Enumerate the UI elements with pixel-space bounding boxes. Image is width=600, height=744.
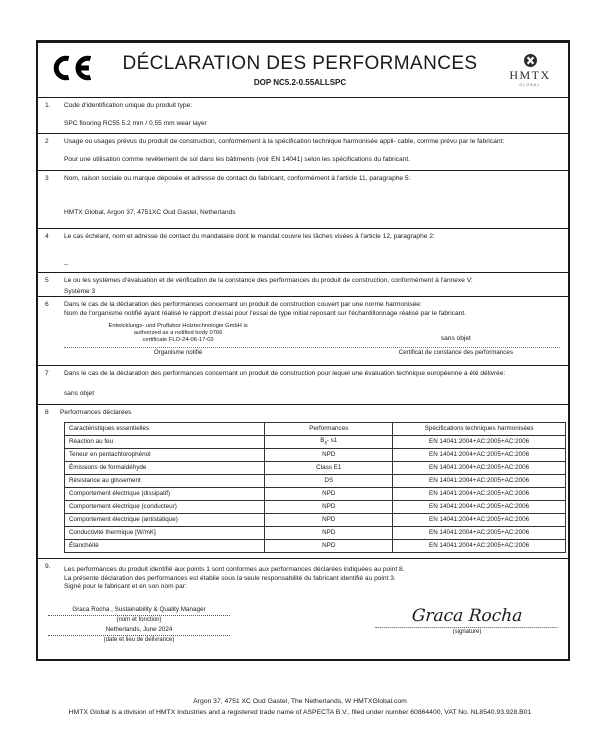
document-header xyxy=(38,43,568,97)
hmtx-logo-icon xyxy=(524,54,537,67)
declaration-document xyxy=(36,40,570,661)
section-2-value: Pour une utilisation comme revêtement de sol dans les bâtiments (voir EN 14041) selon les spécifications du fabricant. xyxy=(64,155,410,163)
characteristic-cell: Émissions de formaldéhyde xyxy=(65,461,265,474)
section-8-title: Performances déclarées xyxy=(60,409,132,416)
signature-caption: (signature) xyxy=(452,628,482,635)
certificate-caption: Certificat de constance des performances xyxy=(398,348,513,356)
performance-cell: NPD xyxy=(265,487,393,500)
section-number: 7 xyxy=(45,370,49,377)
performance-cell: NPD xyxy=(265,526,393,539)
section-2-label: Usage ou usages prévus du produit de construction, conformément à la spécification technique harmonisée appli- cable, comme prévu par le fabricant: xyxy=(64,138,505,145)
performance-table xyxy=(64,422,566,553)
performance-cell: Class E1 xyxy=(265,461,393,474)
section-number: 1. xyxy=(45,102,51,109)
notified-body-row xyxy=(64,323,560,348)
specification-cell: EN 14041:2004+AC:2005+AC:2006 xyxy=(393,526,566,539)
section-6-label-1: Dans le cas de la déclaration des performances concernant un produit de construction couvert par une norme harmonisée: xyxy=(64,301,422,308)
declaration-line-2: La présente déclaration des performances est établie sous la seule responsabilité du fabricant identifié au point 3. xyxy=(64,574,396,582)
specification-cell: EN 14041:2004+AC:2005+AC:2006 xyxy=(393,474,566,487)
characteristic-cell: Comportement électrique (dissipatif) xyxy=(65,487,265,500)
characteristic-cell: Résistance au glissement xyxy=(65,474,265,487)
section-number: 4 xyxy=(45,233,49,240)
section-1-value: SPC flooring RC55 5.2 mm / 0.55 mm wear layer xyxy=(64,119,207,127)
section-7-eta xyxy=(38,365,568,404)
section-number: 2 xyxy=(45,138,49,145)
section-number: 6 xyxy=(45,301,49,308)
name-caption: (nom et fonction) xyxy=(116,616,162,623)
document-footer xyxy=(0,696,600,718)
notified-body-caption: Organisme notifié xyxy=(153,348,203,356)
section-7-value: sans objet xyxy=(64,389,95,397)
section-6-notified-body xyxy=(38,296,568,365)
section-5-label: Le ou les systèmes d'évaluation et de vérification de la constance des performances du produit de construction, conformément à l'annexe V: xyxy=(64,277,473,284)
section-6-label-2: Nom de l'organisme notifié ayant réalisé le rapport d'essai pour l'essai de type initial reposant sur l'échantillonnage réalisé par le fabricant. xyxy=(64,309,466,317)
hmtx-logo xyxy=(506,54,554,87)
table-row xyxy=(65,474,566,487)
page-title: DÉCLARATION DES PERFORMANCES xyxy=(122,53,478,74)
performance-cell: NPD xyxy=(265,500,393,513)
signatory-name-title: Graca Rocha , Sustainability & Quality Manager xyxy=(48,606,230,616)
footer-legal: HMTX Global is a division of HMTX Industries and a registered trade name of ASPECTA B.V., filed under number 60864400, VAT No. NL8540.93.928.B01 xyxy=(68,709,532,716)
section-7-label: Dans le cas de la déclaration des performances concernant un produit de construction pour lequel une évaluation technique européenne a été délivrée: xyxy=(64,370,506,377)
section-4-mandatary xyxy=(38,228,568,272)
characteristic-cell: Réaction au feu xyxy=(65,435,265,448)
date-place: Netherlands, June 2024 xyxy=(48,626,230,636)
performance-cell: NPD xyxy=(265,448,393,461)
table-row xyxy=(65,526,566,539)
performance-cell: NPD xyxy=(265,513,393,526)
specification-cell: EN 14041:2004+AC:2005+AC:2006 xyxy=(393,513,566,526)
table-header-row xyxy=(65,422,566,435)
footer-address: Argon 37, 4751 XC Oud Gastel, The Netherlands, W HMTXGlobal.com xyxy=(193,698,407,705)
section-number: 9. xyxy=(45,563,51,570)
notified-body-line-3: certificate FLO-24-06-17-02 xyxy=(142,337,214,344)
specification-cell: EN 14041:2004+AC:2005+AC:2006 xyxy=(393,539,566,552)
characteristic-cell: Étanchéité xyxy=(65,539,265,552)
dop-reference: DOP NC5.2-0.55ALLSPC xyxy=(253,78,347,87)
hmtx-logo-subtext: GLOBAL xyxy=(519,82,541,87)
section-number: 5 xyxy=(45,277,49,284)
table-row xyxy=(65,513,566,526)
section-5-avcp-system xyxy=(38,272,568,296)
hmtx-logo-text: HMTX xyxy=(509,67,551,82)
performance-cell: NPD xyxy=(265,539,393,552)
specification-cell: EN 14041:2004+AC:2005+AC:2006 xyxy=(393,435,566,448)
signatory-block xyxy=(48,606,230,643)
table-row xyxy=(65,448,566,461)
performance-cell: $B_{fl}-$ s1 xyxy=(265,435,393,448)
specification-cell: EN 14041:2004+AC:2005+AC:2006 xyxy=(393,448,566,461)
notified-body-line-1: Entwicklungs- und Pruflabor Holztechnologie GmbH is xyxy=(108,323,248,329)
declaration-line-1: Les performances du produit identifié aux points 1 sont conformes aux performances déclarées indiquées au point 8. xyxy=(64,566,405,573)
characteristic-cell: Comportement électrique (antistatique) xyxy=(65,513,265,526)
table-row xyxy=(65,461,566,474)
characteristic-cell: Teneur en pentachlorophénol xyxy=(65,448,265,461)
signature-area xyxy=(48,606,560,643)
table-row xyxy=(65,500,566,513)
section-number: 3 xyxy=(45,175,49,182)
section-3-label: Nom, raison sociale ou marque déposée et adresse de contact du fabricant, conformément à l'article 11, paragraphe 5: xyxy=(64,175,411,182)
section-2-intended-use xyxy=(38,133,568,170)
notified-body-details xyxy=(64,323,292,345)
handwritten-signature: Graca Rocha xyxy=(375,606,559,628)
section-9-declaration xyxy=(38,558,568,661)
table-row xyxy=(65,539,566,552)
notified-captions xyxy=(64,349,560,356)
section-1-product-code xyxy=(38,97,568,133)
section-5-value: Système 3 xyxy=(64,287,96,295)
table-row xyxy=(65,435,566,448)
specification-cell: EN 14041:2004+AC:2005+AC:2006 xyxy=(393,500,566,513)
characteristic-cell: Comportement électrique (conducteur) xyxy=(65,500,265,513)
section-8-declared-performances xyxy=(38,404,568,558)
section-3-manufacturer xyxy=(38,170,568,228)
performance-table-body xyxy=(65,435,566,552)
certificate-value: sans objet xyxy=(440,334,471,342)
notified-body-line-2: authorized as a notified body 0766 xyxy=(133,330,223,337)
header-performances: Performances xyxy=(265,422,393,435)
specification-cell: EN 14041:2004+AC:2005+AC:2006 xyxy=(393,461,566,474)
section-3-value: HMTX Global, Argon 37, 4751XC Oud Gastel, Netherlands xyxy=(64,208,236,216)
header-specifications: Spécifications techniques harmonisées xyxy=(393,422,566,435)
ce-mark-icon xyxy=(50,54,94,87)
characteristic-cell: Conductivité thermique [W/mK] xyxy=(65,526,265,539)
section-1-label: Code d'identification unique du produit type: xyxy=(64,102,193,109)
header-characteristics: Caractéristiques essentielles xyxy=(65,422,265,435)
date-caption: (date et lieu de délivrance) xyxy=(103,636,175,643)
section-number: 8 xyxy=(45,409,49,416)
performance-cell: DS xyxy=(265,474,393,487)
declaration-line-3: Signé pour le fabricant et en son nom par: xyxy=(64,583,187,590)
specification-cell: EN 14041:2004+AC:2005+AC:2006 xyxy=(393,487,566,500)
table-row xyxy=(65,487,566,500)
title-block xyxy=(94,53,506,87)
section-4-label: Le cas échéant, nom et adresse de contact du mandataire dont le mandat couvre les tâches visées à l'article 12, paragraphe 2: xyxy=(64,233,435,240)
signature-block xyxy=(376,606,558,643)
section-4-value: -- xyxy=(64,260,69,268)
